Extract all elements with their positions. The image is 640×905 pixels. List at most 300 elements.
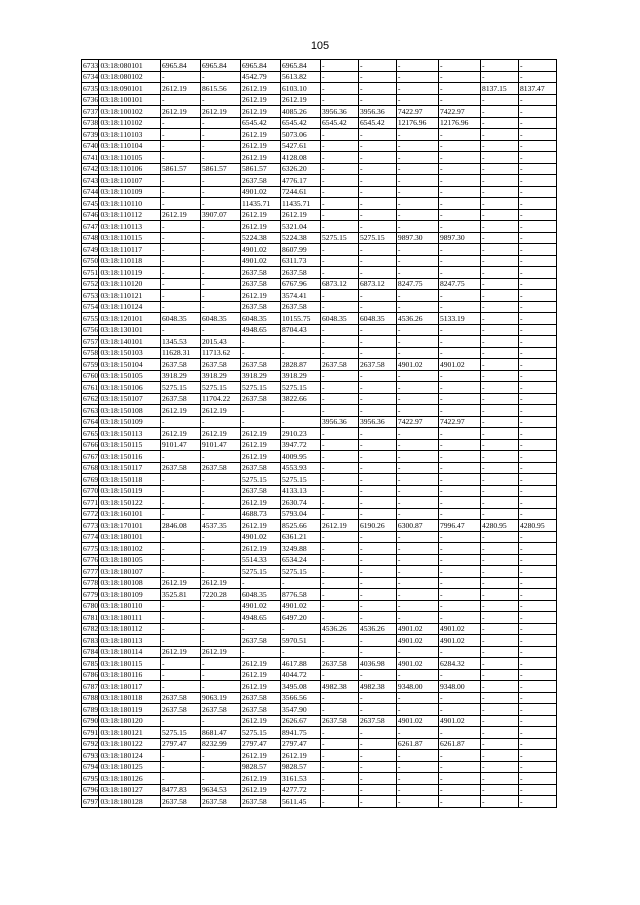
table-cell: 03:18:180112 (99, 623, 161, 635)
table-cell: - (438, 485, 480, 497)
table-cell: - (396, 750, 438, 762)
table-cell: 4133.13 (280, 485, 320, 497)
table-cell: - (280, 416, 320, 428)
table-cell: 2828.87 (280, 359, 320, 371)
table-cell: - (481, 543, 519, 555)
table-cell: 6751 (83, 267, 99, 277)
table-cell: - (518, 278, 556, 290)
table-cell: 6791 (83, 727, 99, 737)
table-cell: - (160, 623, 200, 635)
table-cell: - (438, 336, 480, 348)
table-cell: 11435.71 (240, 198, 280, 210)
table-cell: 6765 (83, 428, 99, 438)
table-cell: - (438, 439, 480, 451)
table-cell: 2612.19 (240, 750, 280, 762)
table-cell: 6753 (83, 290, 99, 300)
table-cell: 9348.00 (396, 681, 438, 693)
table-cell: 4536.26 (358, 623, 396, 635)
table-cell: 6770 (83, 486, 99, 495)
table-cell: - (358, 727, 396, 739)
table-cell: 8247.75 (396, 278, 438, 290)
table-cell: - (320, 60, 358, 72)
table-cell: 5275.15 (280, 382, 320, 394)
table-cell: - (358, 71, 396, 83)
table-cell: 6048.35 (240, 589, 280, 601)
table-cell: 8776.58 (280, 589, 320, 601)
table-cell: 2637.58 (240, 485, 280, 497)
table-cell: - (438, 382, 480, 394)
table-cell: 5613.82 (280, 71, 320, 83)
table-cell: 4280.95 (518, 520, 556, 532)
table-row (82, 612, 557, 624)
table-cell: - (481, 669, 519, 681)
table-cell: - (320, 462, 358, 474)
table-cell: - (320, 577, 358, 589)
table-cell: - (358, 267, 396, 279)
table-cell: - (320, 267, 358, 279)
table-row (82, 508, 557, 520)
table-cell: - (358, 393, 396, 405)
table-cell: - (358, 750, 396, 762)
table-cell: 2626.67 (280, 715, 320, 727)
table-cell: - (358, 738, 396, 750)
table-cell: - (518, 554, 556, 566)
table-cell: 2637.58 (160, 359, 200, 371)
table-cell: - (320, 94, 358, 106)
table-cell: - (200, 497, 240, 509)
table-cell: - (320, 738, 358, 750)
table-cell: - (320, 324, 358, 336)
table-cell: - (518, 784, 556, 796)
table-cell: 4901.02 (396, 715, 438, 727)
table-cell: - (481, 566, 519, 578)
table-cell: - (396, 175, 438, 187)
table-cell: - (438, 600, 480, 612)
table-cell: 4901.02 (240, 186, 280, 198)
table-cell: - (481, 428, 519, 440)
table-cell: - (358, 290, 396, 302)
table-cell: - (438, 370, 480, 382)
table-cell: 03:18:110124 (99, 301, 161, 313)
table-cell: 2797.47 (240, 738, 280, 750)
table-cell: 2637.58 (240, 796, 280, 808)
table-cell: - (396, 255, 438, 267)
table-cell: 11435.71 (280, 198, 320, 210)
table-cell: - (320, 784, 358, 796)
table-cell: 3918.29 (280, 370, 320, 382)
table-cell: 5275.15 (320, 232, 358, 244)
table-cell: 6740 (83, 141, 99, 150)
table-cell: 3956.36 (320, 416, 358, 428)
table-cell: - (200, 485, 240, 497)
table-cell: - (358, 152, 396, 164)
table-cell: - (160, 451, 200, 463)
table-cell: 6048.35 (320, 313, 358, 325)
table-cell: - (396, 152, 438, 164)
table-cell: - (481, 784, 519, 796)
table-cell: - (280, 646, 320, 658)
table-cell: 03:18:180122 (99, 738, 161, 750)
table-cell: 4901.02 (240, 600, 280, 612)
table-row (82, 83, 557, 95)
table-cell: - (481, 359, 519, 371)
table-cell: - (396, 577, 438, 589)
table-cell: - (396, 221, 438, 233)
table-cell: 3566.56 (280, 692, 320, 704)
table-cell: 6545.42 (320, 117, 358, 129)
table-cell: - (481, 692, 519, 704)
table-cell: 6768 (83, 463, 99, 472)
table-row (82, 485, 557, 497)
table-row (82, 727, 557, 739)
table-cell: - (160, 554, 200, 566)
table-cell: 9101.47 (200, 439, 240, 451)
table-cell: 2612.19 (240, 94, 280, 106)
table-cell: - (481, 474, 519, 486)
page-number: 105 (310, 40, 330, 52)
table-cell: - (396, 646, 438, 658)
table-cell: - (320, 186, 358, 198)
table-cell: 5275.15 (280, 474, 320, 486)
table-cell: 4688.73 (240, 508, 280, 520)
table-cell: 5861.57 (200, 163, 240, 175)
table-cell: - (481, 600, 519, 612)
table-cell: 4901.02 (240, 244, 280, 256)
table-cell: 03:18:110107 (99, 175, 161, 187)
table-cell: - (200, 267, 240, 279)
table-row (82, 773, 557, 785)
table-row (82, 393, 557, 405)
table-cell: 2612.19 (240, 106, 280, 118)
table-cell: 8247.75 (438, 278, 480, 290)
table-cell: - (320, 508, 358, 520)
table-cell: 6779 (83, 589, 99, 599)
table-cell: - (160, 301, 200, 313)
table-cell: 2637.58 (280, 301, 320, 313)
table-row (82, 600, 557, 612)
table-cell: - (160, 543, 200, 555)
table-cell: 6747 (83, 221, 99, 231)
table-cell: 5427.61 (280, 140, 320, 152)
table-cell: 6767.96 (280, 278, 320, 290)
table-cell: - (481, 301, 519, 313)
table-cell: 7422.97 (438, 416, 480, 428)
table-cell: - (280, 405, 320, 417)
table-cell: - (396, 773, 438, 785)
table-cell: - (481, 244, 519, 256)
table-cell: - (396, 393, 438, 405)
table-cell: - (396, 198, 438, 210)
table-cell: - (396, 474, 438, 486)
table-cell: - (160, 612, 200, 624)
table-cell: 6792 (83, 739, 99, 748)
table-cell: - (518, 485, 556, 497)
table-cell: 6777 (83, 566, 99, 576)
table-cell: 03:18:180111 (99, 612, 161, 624)
table-cell: 4901.02 (280, 600, 320, 612)
table-cell: 2612.19 (240, 428, 280, 440)
table-cell: 8477.83 (160, 784, 200, 796)
table-cell: 1345.53 (160, 336, 200, 348)
table-row (82, 439, 557, 451)
table-cell: - (438, 152, 480, 164)
table-cell: 6965.84 (200, 60, 240, 72)
table-cell: - (481, 198, 519, 210)
table-cell: - (320, 692, 358, 704)
table-cell: 03:18:180128 (99, 796, 161, 808)
table-cell: 6735 (83, 83, 99, 93)
table-cell: - (200, 566, 240, 578)
table-row (82, 474, 557, 486)
table-row (82, 566, 557, 578)
table-cell: - (518, 439, 556, 451)
table-cell: 6784 (83, 647, 99, 656)
table-cell: - (280, 347, 320, 359)
table-cell: 6764 (83, 417, 99, 426)
table-cell: 2015.43 (200, 336, 240, 348)
table-row (82, 531, 557, 543)
table-cell: - (358, 175, 396, 187)
table-cell: - (518, 336, 556, 348)
table-cell: - (438, 784, 480, 796)
table-cell: 4044.72 (280, 669, 320, 681)
table-cell: 03:18:110121 (99, 290, 161, 302)
table-cell: - (240, 646, 280, 658)
table-cell: 2797.47 (280, 738, 320, 750)
table-cell: - (396, 796, 438, 808)
table-cell: - (481, 738, 519, 750)
table-cell: 6545.42 (280, 117, 320, 129)
table-cell: 6773 (83, 520, 99, 530)
table-cell: - (358, 704, 396, 716)
table-cell: - (518, 750, 556, 762)
table-cell: 4776.17 (280, 175, 320, 187)
table-cell: - (438, 290, 480, 302)
table-cell: 2637.58 (320, 359, 358, 371)
table-cell: 2612.19 (200, 577, 240, 589)
table-cell: - (518, 186, 556, 198)
table-cell: - (438, 129, 480, 141)
table-cell: - (518, 474, 556, 486)
table-cell: - (438, 462, 480, 474)
table-row (82, 692, 557, 704)
table-cell: 6742 (83, 164, 99, 173)
table-cell: 03:18:180108 (99, 577, 161, 589)
table-cell: - (518, 393, 556, 405)
table-cell: 6772 (83, 509, 99, 518)
table-cell: 2612.19 (160, 209, 200, 221)
table-cell: - (358, 566, 396, 578)
table-cell: 03:18:080102 (99, 71, 161, 83)
table-cell: - (200, 531, 240, 543)
table-cell: - (200, 232, 240, 244)
table-cell: 3495.08 (280, 681, 320, 693)
table-cell: - (358, 60, 396, 72)
table-cell: - (438, 612, 480, 624)
table-cell: 3918.29 (240, 370, 280, 382)
table-cell: - (518, 255, 556, 267)
table-cell: 2637.58 (240, 635, 280, 647)
table-row (82, 71, 557, 83)
table-cell: - (481, 451, 519, 463)
table-cell: - (320, 198, 358, 210)
table-cell: - (438, 71, 480, 83)
table-cell: - (481, 140, 519, 152)
table-cell: - (160, 244, 200, 256)
table-row (82, 198, 557, 210)
table-cell: 6786 (83, 670, 99, 679)
table-row (82, 290, 557, 302)
table-cell: - (518, 94, 556, 106)
table-cell: 2612.19 (240, 669, 280, 681)
table-cell: - (320, 566, 358, 578)
table-cell: 9828.57 (280, 761, 320, 773)
table-cell: - (320, 336, 358, 348)
table-cell: 6754 (83, 302, 99, 311)
table-cell: 3956.36 (320, 106, 358, 118)
table-row (82, 658, 557, 670)
table-cell: 4901.02 (438, 715, 480, 727)
table-cell: 3525.81 (160, 589, 200, 601)
table-cell: 03:18:110115 (99, 232, 161, 244)
table-cell: - (481, 715, 519, 727)
table-cell: 5970.51 (280, 635, 320, 647)
table-cell: 2637.58 (240, 462, 280, 474)
table-cell: - (200, 761, 240, 773)
table-cell: - (518, 198, 556, 210)
table-cell: 6781 (83, 612, 99, 622)
table-row (82, 761, 557, 773)
table-row (82, 324, 557, 336)
table-cell: - (481, 462, 519, 474)
table-cell: - (518, 405, 556, 417)
table-cell: - (200, 554, 240, 566)
table-cell: 03:18:180125 (99, 761, 161, 773)
table-cell: - (518, 704, 556, 716)
table-cell: - (358, 370, 396, 382)
table-cell: - (438, 405, 480, 417)
table-cell: - (160, 255, 200, 267)
table-cell: 4901.02 (396, 658, 438, 670)
table-cell: 8607.99 (280, 244, 320, 256)
table-cell: 9634.53 (200, 784, 240, 796)
table-cell: 3547.90 (280, 704, 320, 716)
table-cell: 2612.19 (240, 497, 280, 509)
table-cell: 5611.45 (280, 796, 320, 808)
table-cell: 2612.19 (160, 405, 200, 417)
table-cell: 03:18:110119 (99, 267, 161, 279)
table-row (82, 60, 557, 72)
table-cell: 2637.58 (240, 301, 280, 313)
table-cell: 4553.93 (280, 462, 320, 474)
table-cell: - (481, 175, 519, 187)
table-cell: - (438, 324, 480, 336)
table-cell: - (358, 163, 396, 175)
table-cell: - (200, 152, 240, 164)
table-row (82, 163, 557, 175)
table-cell: 2612.19 (240, 543, 280, 555)
table-cell: - (358, 140, 396, 152)
table-cell: - (481, 186, 519, 198)
table-cell: 4901.02 (438, 623, 480, 635)
table-cell: - (280, 577, 320, 589)
table-row (82, 543, 557, 555)
table-cell: 2612.19 (160, 106, 200, 118)
table-cell: - (518, 359, 556, 371)
table-cell: 4901.02 (438, 359, 480, 371)
table-row (82, 635, 557, 647)
table-cell: - (396, 129, 438, 141)
table-cell: - (358, 301, 396, 313)
table-row (82, 416, 557, 428)
table-cell: - (160, 566, 200, 578)
table-cell: 03:18:150113 (99, 428, 161, 440)
table-cell: - (358, 451, 396, 463)
table-cell: - (200, 255, 240, 267)
table-cell: - (320, 704, 358, 716)
table-cell: - (518, 221, 556, 233)
table-cell: - (320, 129, 358, 141)
table-cell: - (481, 773, 519, 785)
table-cell: - (518, 635, 556, 647)
table-cell: - (358, 94, 396, 106)
table-cell: - (481, 704, 519, 716)
table-cell: 03:18:110110 (99, 198, 161, 210)
table-cell: - (358, 324, 396, 336)
table-cell: 6760 (83, 371, 99, 380)
table-cell: 4901.02 (240, 531, 280, 543)
table-cell: 7996.47 (438, 520, 480, 532)
table-cell: 2637.58 (320, 658, 358, 670)
table-cell: 2612.19 (240, 681, 280, 693)
table-cell: 6261.87 (396, 738, 438, 750)
table-cell: - (481, 313, 519, 325)
table-cell: - (320, 71, 358, 83)
table-cell: 12176.96 (438, 117, 480, 129)
table-cell: 8704.43 (280, 324, 320, 336)
table-cell: 6190.26 (358, 520, 396, 532)
table-cell: - (200, 635, 240, 647)
table-row (82, 669, 557, 681)
table-cell: - (160, 600, 200, 612)
table-cell: 03:18:110105 (99, 152, 161, 164)
table-cell: 4542.79 (240, 71, 280, 83)
table-cell: - (160, 267, 200, 279)
table-cell: 8137.47 (518, 83, 556, 95)
table-cell: - (200, 773, 240, 785)
table-cell: 2637.58 (240, 175, 280, 187)
table-cell: 7220.28 (200, 589, 240, 601)
table-cell: 6048.35 (200, 313, 240, 325)
table-cell: 6326.20 (280, 163, 320, 175)
table-cell: - (518, 382, 556, 394)
table-cell: - (396, 209, 438, 221)
table-cell: 6789 (83, 704, 99, 714)
table-cell: 2637.58 (320, 715, 358, 727)
table-cell: 6534.24 (280, 554, 320, 566)
table-row (82, 106, 557, 118)
table-cell: 4948.65 (240, 324, 280, 336)
table-cell: - (200, 600, 240, 612)
table-cell: - (320, 543, 358, 555)
table-cell: - (358, 485, 396, 497)
table-cell: 6745 (83, 198, 99, 208)
table-row (82, 117, 557, 129)
table-cell: - (320, 451, 358, 463)
table-cell: 4085.26 (280, 106, 320, 118)
table-cell: - (438, 244, 480, 256)
table-cell: - (518, 232, 556, 244)
